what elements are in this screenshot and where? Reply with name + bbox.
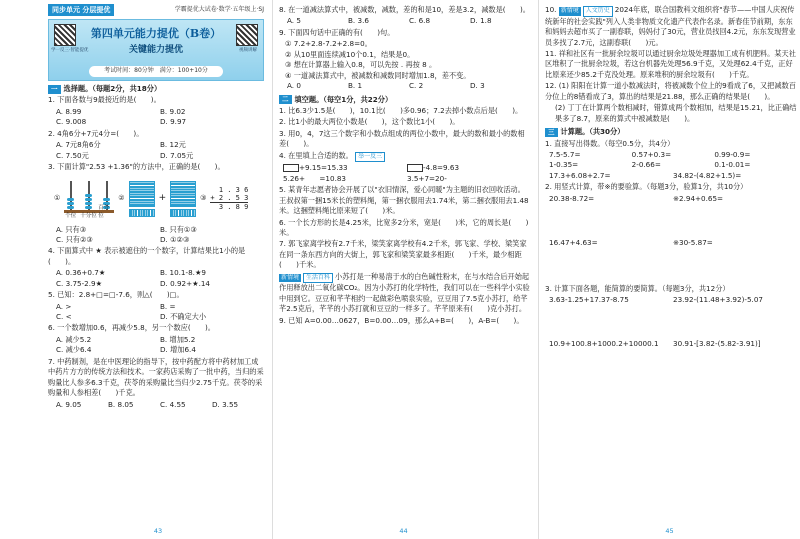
option[interactable]: D. 增加6.4 <box>160 345 196 355</box>
section-number: 三 <box>545 128 558 137</box>
question: 9. 已知 A=0.00…0627，B=0.00…09，那么A+B=( )，A-B=( )。 <box>279 315 524 325</box>
section-title: 填空题。（每空1分，共22分） <box>294 94 393 104</box>
qr-caption: 学一反三·智能提优 <box>51 48 89 53</box>
section-number: 一 <box>48 85 61 94</box>
option[interactable]: C. 4.55 <box>160 399 186 409</box>
section-title: 计算题。（共30分） <box>560 127 625 137</box>
option[interactable]: D. 9.97 <box>160 117 187 127</box>
option[interactable]: B. 3.6 <box>348 16 369 26</box>
qr-caption: 视频讲解 <box>239 48 257 53</box>
option[interactable]: A. 减少5.2 <box>56 334 92 344</box>
answer-box[interactable] <box>407 164 423 172</box>
header-right: 学霸提优大试卷·数学·五年级上·SJ <box>174 5 264 13</box>
option[interactable]: A. 9.05 <box>56 399 82 409</box>
option[interactable]: A. > <box>56 301 72 311</box>
vertical-calculation: 1 . 3 6 + 2 . 5 3 3 . 8 9 <box>210 185 249 212</box>
context-tag: 新情境 <box>560 7 579 14</box>
question: 3. 下面计算"2.53 +1.36"的方法中，正确的是( )。 <box>48 162 225 172</box>
answer-space[interactable] <box>545 305 797 339</box>
method-marker: ② <box>118 194 125 203</box>
answer-space[interactable] <box>545 249 797 283</box>
page-subtitle: 关键能力提优 <box>128 45 183 55</box>
option[interactable]: A. 7元8角6分 <box>56 140 101 150</box>
options <box>48 140 264 161</box>
calc-item: 2-0.66= <box>631 160 661 170</box>
question: 11. 祥和社区有一批厨余垃圾可以通过厨余垃圾处理器加工成有机肥料。某天社区堆积了一批厨余垃圾，若这台机器先处理56.9千克，又处理62.4千克，正好比原来还少85.2千克没处理。原来堆积的厨余垃圾有( )千克。 <box>545 49 796 79</box>
question: 6. 一个长方形的长是4.25米，比宽多2分米，宽是( )米，它的周长是( )米。 <box>279 217 529 237</box>
option[interactable]: C. 2 <box>409 81 424 91</box>
vertical-calculations <box>545 238 797 248</box>
fill-calculations <box>279 163 531 184</box>
options <box>48 225 264 246</box>
question: 7. 郭飞家离学校有2.7千米，梁笑家离学校有4.2千米，郭飞家、学校、梁笑家在同一条东西方向的大街上，郭飞家和梁笑家最多相距( )千米，最少相距( )千米。 <box>279 239 527 270</box>
question: 8. 在一道减法算式中，被减数，减数，差的和是10，差是3.2，减数是( )。 <box>279 5 530 14</box>
question: 3. 计算下面各题，能简算的要简算。（每题3分，共12分） <box>545 283 730 293</box>
method-marker: ① <box>54 194 61 203</box>
option[interactable]: B. 只有①③ <box>160 224 197 234</box>
option[interactable]: A. 0 <box>287 81 301 91</box>
calc-item: 30.91-[3.82-(5.82-3.91)] <box>673 339 761 349</box>
topic-tag: 生活百科 <box>303 273 333 284</box>
page-number: 43 <box>153 527 163 535</box>
options <box>48 335 264 356</box>
option[interactable]: B. 1 <box>348 81 363 91</box>
option[interactable]: A. 只有③ <box>56 224 87 234</box>
fill-item: 3.5+7=20- <box>407 173 462 183</box>
option[interactable]: C. 6.8 <box>409 16 431 26</box>
option[interactable]: D. 1.8 <box>470 16 492 26</box>
page-44 <box>272 0 534 539</box>
statement: ③ 想在计算器上输入0.8，可以先按 . 再按 8 。 <box>285 60 437 70</box>
option[interactable]: C. 只有②③ <box>56 234 93 244</box>
simplify-calculations <box>545 295 797 305</box>
question: 2. 比1小的最大两位小数是( )，这个数比1小( )。 <box>279 117 460 127</box>
option[interactable]: D. 不确定大小 <box>160 312 207 321</box>
calc-item: 0.1-0.01= <box>714 160 751 170</box>
abacus-label: 百分位 <box>98 204 110 219</box>
method-marker: ③ <box>200 194 207 203</box>
question: 1. 比6.3少1.5是( )，10.1比( )多0.96；7.2去掉小数点后是( )。 <box>279 105 523 115</box>
options <box>279 81 531 91</box>
option[interactable]: C. 3.75-2.9★ <box>56 278 103 288</box>
option[interactable]: C. < <box>56 312 72 321</box>
question: (2) 丁丁在计算两个数相减时，错算成两个数相加，结果是15.21，比正确结果多了8.7，原来的算式中被减数是( )。 <box>555 103 797 123</box>
option[interactable]: B. 增加5.2 <box>160 334 196 344</box>
answer-box[interactable] <box>283 164 299 172</box>
calc-item: 0.57+0.3= <box>631 149 672 159</box>
options <box>279 16 531 26</box>
statement: ① 7.2+2.8-7.2+2.8=0。 <box>285 39 372 49</box>
grid-model-icon <box>170 181 196 217</box>
statement: ④ 一道减法算式中，被减数和减数同时增加1.8，差不变。 <box>285 70 471 80</box>
title-banner <box>48 19 264 81</box>
option[interactable]: C. 9.008 <box>56 117 87 127</box>
option[interactable]: A. 5 <box>287 16 301 26</box>
option[interactable]: B. 12元 <box>160 140 186 150</box>
statement: ② 从10里面连续减10个0.1，结果是0。 <box>285 49 415 59</box>
section-number: 二 <box>279 95 292 104</box>
fill-item: 5.26+ =10.83 <box>283 173 346 183</box>
page-45 <box>538 0 800 539</box>
option[interactable]: B. 10.1-8.★9 <box>160 268 206 278</box>
practice-tag: 举一反三 <box>355 152 385 163</box>
option[interactable]: D. 3 <box>470 81 485 91</box>
method-diagram: ① 个位 十分位 百分位 ② + ③ 1 . 3 6 + 2 . 5 3 3 . 8 9 <box>54 175 264 223</box>
simplify-calculations <box>545 339 797 349</box>
exam-info: 考试时间：80分钟 满分：100+10分 <box>89 66 223 77</box>
context-tag: 新情境 <box>281 273 300 281</box>
oral-calculations <box>545 150 797 171</box>
options <box>48 400 264 410</box>
question: 7. 中药制剂，是在中医理论的指导下，按中药配方将中药材加工成中药片方方的传统方法和技术。一家药店采购了一批中药，当归的采购量比人参多6.3千克，茯苓的采购量比当归少2.75千克。茯苓的采购量和人参相差( )千克。 <box>48 356 264 398</box>
abacus-label: 十分位 <box>80 212 97 219</box>
question: 4. 在里填上合适的数。 举一反三 <box>279 151 531 163</box>
question: 2. 4角6分+7元4分=( )。 <box>48 128 144 138</box>
question: 10. 新情境 人文历史 2024年底，联合国教科文组织将"春节——中国人庆祝传统新年的社会实践"列入人类非物质文化遗产代表作名录。新春佳节前期，东东和妈妈去超市买了一副春联，妈妈付了30元，营业员找回4.2元，东东发现营业员多找了2.7元，这副春联( )元。 <box>545 5 796 47</box>
option[interactable]: B. 8.05 <box>108 399 134 409</box>
options <box>48 268 264 289</box>
question: 1. 下面各数与9最接近的是( )。 <box>48 95 161 105</box>
unit-tag: 同步单元 分层提优 <box>48 4 114 16</box>
option[interactable]: C. 减少6.4 <box>56 345 92 355</box>
abacus-label: 个位 <box>65 212 77 219</box>
option[interactable]: B. = <box>160 301 176 311</box>
question: 4. 下面算式中 ★ 表示被遮住的一个数字，计算结果比1小的是( )。 <box>48 246 246 266</box>
option[interactable]: C. 7.50元 <box>56 150 89 160</box>
calc-item: ※30-5.87= <box>673 238 713 248</box>
page-43 <box>0 0 268 539</box>
section-title: 选择题。（每题2分，共18分） <box>63 84 162 93</box>
calc-item: 7.5-5.7= <box>549 149 581 159</box>
vertical-calculations <box>545 194 797 204</box>
answer-space[interactable] <box>545 204 797 238</box>
calc-item: 10.9+100.8+1000.2+10000.1 <box>549 339 659 349</box>
question: 新情境 生活百科 小苏打是一种易溶于水的白色碱性粉末，在与水结合后开始起作用释放出二氧化碳CO₂。因为小苏打的化学特性，我们可以在一些科学小实验中用到它。豆豆和芊芊相约一起做彩色喷泉实验，豆豆用了7.5克小苏打，给芊芊2.5克后，芊芊的小苏打就和豆豆的一样多了。芊芊原来有( )克小苏打。 <box>279 271 530 314</box>
calc-item: 17.3+6.08+2.7= <box>549 170 611 180</box>
question: 5. 已知：2.8+□=□-7.6，则△( )□。 <box>48 290 184 300</box>
qr-code-icon[interactable] <box>236 24 258 46</box>
page-number: 45 <box>665 527 674 535</box>
question: 6. 一个数增加0.6，再减少5.8，另一个数应( )。 <box>48 323 215 333</box>
option[interactable]: D. ①②③ <box>160 234 190 244</box>
abacus-icon <box>64 177 114 221</box>
calc-item: 34.82-(4.82+1.5)= <box>673 170 742 180</box>
option[interactable]: A. 0.36+0.7★ <box>56 268 106 278</box>
options <box>48 107 264 128</box>
calc-item: 20.38-8.72= <box>549 193 595 203</box>
calc-item: 16.47+4.63= <box>549 238 598 248</box>
question: 12. (1) 阳阳在计算一道小数减法时，将被减数个位上的9看成了6，又把减数百分位上的8错看成了3，算出的结果是21.88，那么正确的结果是( )。 <box>545 81 796 101</box>
calc-item: 3.63-1.25+17.37-8.75 <box>549 295 629 304</box>
statement-list <box>279 39 531 81</box>
calc-item: 0.99-0.9= <box>714 149 751 159</box>
option[interactable]: B. 9.02 <box>160 106 186 116</box>
grid-model-icon <box>129 181 155 217</box>
fill-item: +9.15=15.33 <box>283 163 407 173</box>
topic-tag: 人文历史 <box>583 6 613 17</box>
question: 3. 用0，4，7这三个数字和小数点组成的两位小数中，最大的数和最小的数相差( )。 <box>279 128 525 149</box>
question: 9. 下面四句话中正确的有( )句。 <box>279 27 395 37</box>
qr-code-icon[interactable] <box>54 24 76 46</box>
option[interactable]: D. 0.92+★.14 <box>160 278 211 288</box>
calc-item: ※2.94+0.65= <box>673 193 724 203</box>
page-number: 44 <box>399 527 408 535</box>
page-title: 第四单元能力提优（B卷） <box>90 27 222 40</box>
question: 2. 用竖式计算，带※的要验算。（每题3分，验算1分，共10分） <box>545 182 748 192</box>
options <box>48 302 264 323</box>
question: 1. 直接写出得数。（每空0.5分，共4分） <box>545 138 675 148</box>
fill-item: -4.8=9.63 <box>407 163 531 173</box>
calc-item: 1-0.35= <box>549 160 579 170</box>
calc-item: 23.92-(11.48+3.92)-5.07 <box>673 295 763 304</box>
option[interactable]: D. 7.05元 <box>160 150 194 160</box>
option[interactable]: D. 3.55 <box>212 399 239 409</box>
oral-calculations <box>545 171 797 181</box>
option[interactable]: A. 8.99 <box>56 106 82 116</box>
question: 5. 某青年志愿者协会开展了以"衣旧情深，爱心同暖"为主题的旧衣回收活动。王叔叔第一捆15米长的塑料绳，第一捆衣服用去1.74米，第二捆衣服用去1.48米。这捆塑料绳比原来短了( )米。 <box>279 185 529 216</box>
